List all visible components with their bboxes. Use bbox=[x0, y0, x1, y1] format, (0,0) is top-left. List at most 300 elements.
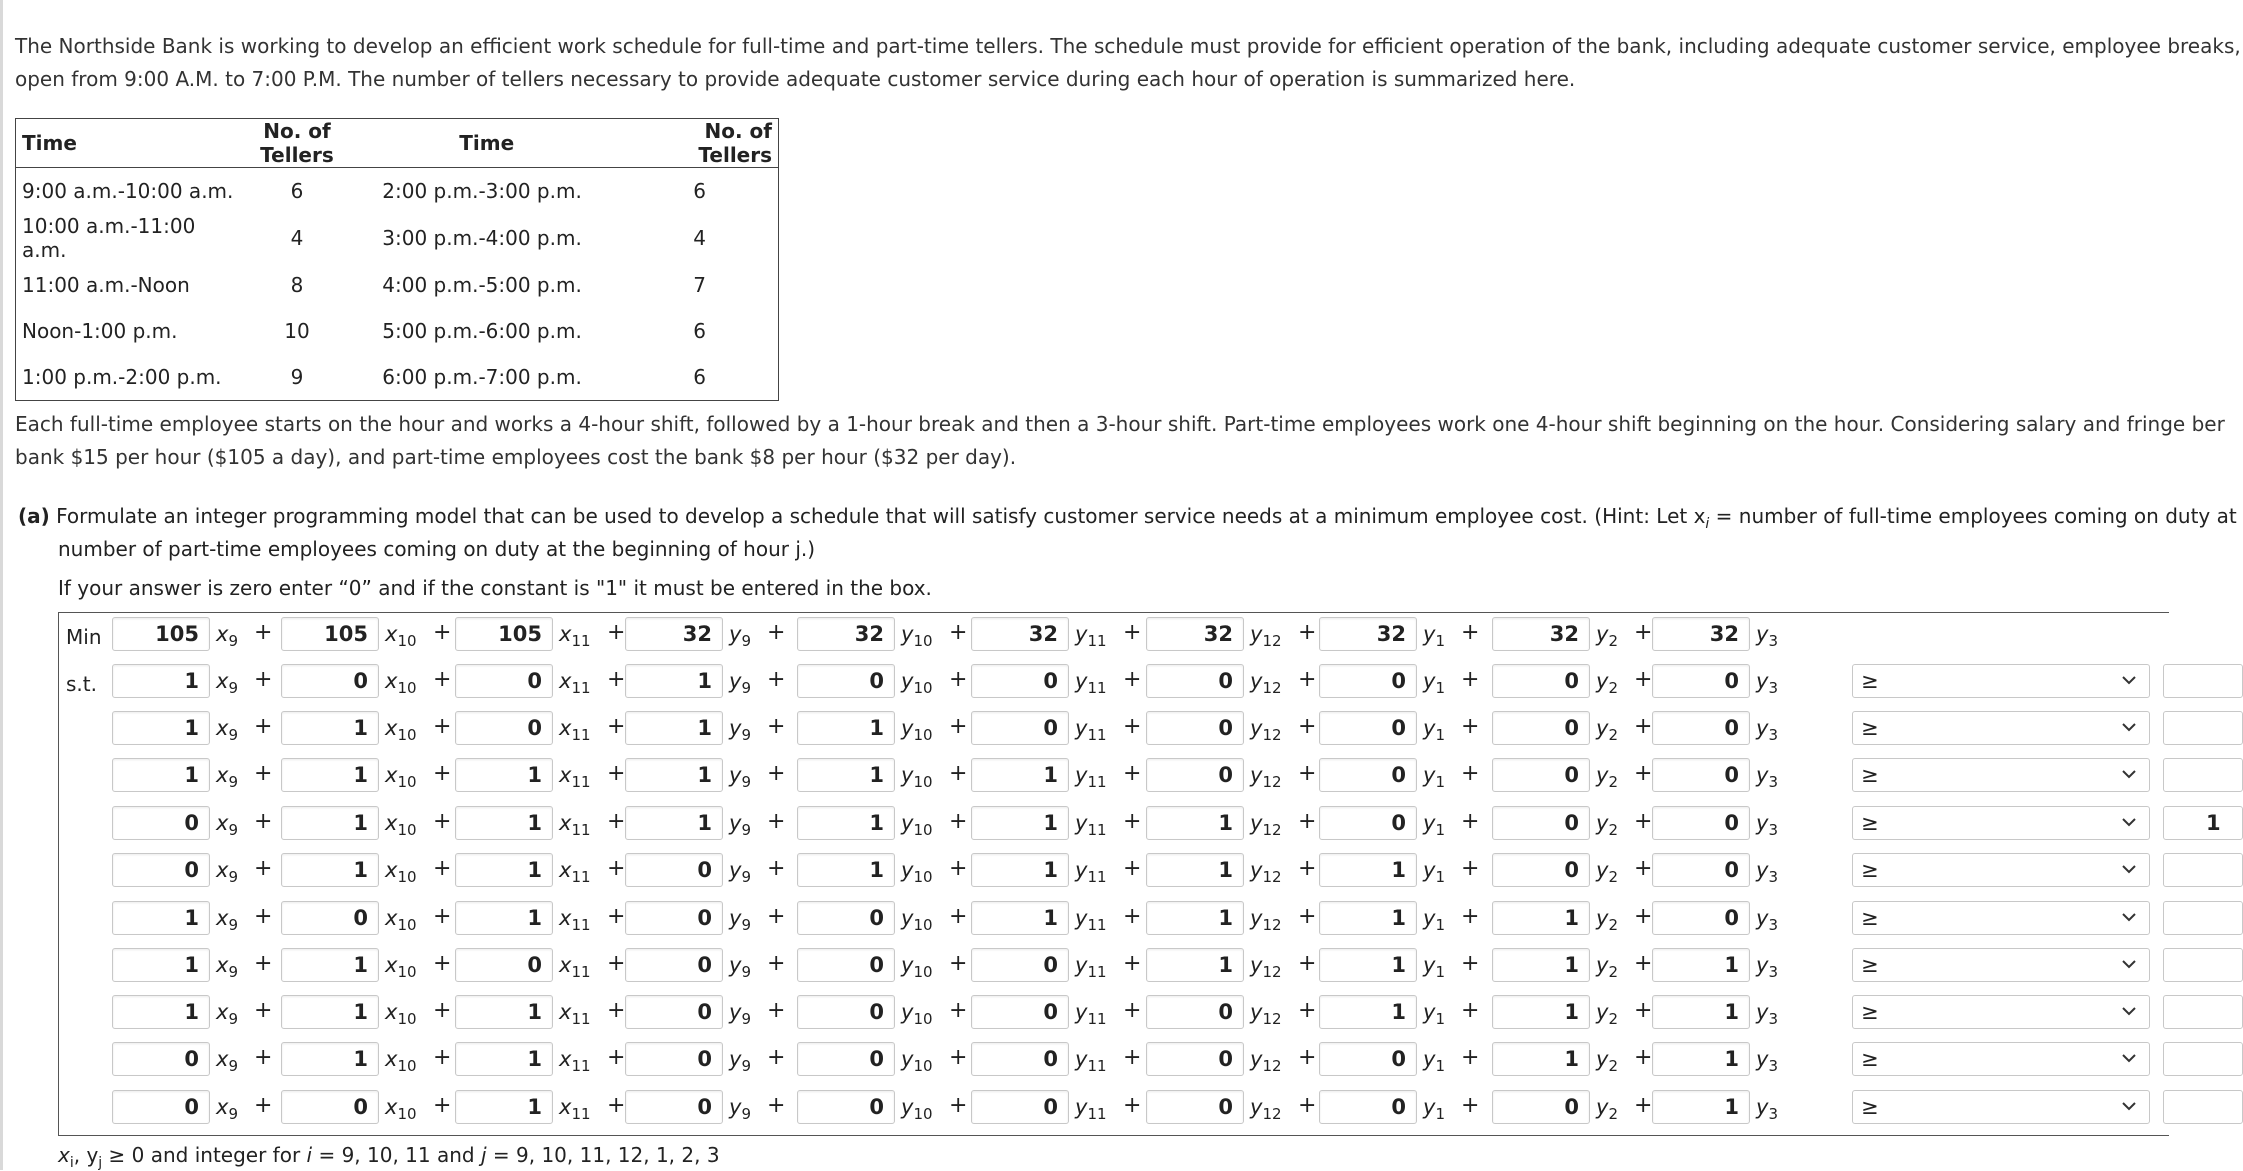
variable-subscript: 2 bbox=[1608, 868, 1618, 887]
variable-label bbox=[1250, 906, 1282, 934]
footer-x: x bbox=[58, 1143, 70, 1167]
variable-label bbox=[1250, 622, 1282, 650]
variable-base: y bbox=[1250, 1000, 1263, 1024]
footer-sub-j: j bbox=[98, 1155, 103, 1171]
constraint-coefficient-input[interactable]: 0 bbox=[971, 664, 1069, 698]
variable-subscript: 11 bbox=[571, 868, 591, 887]
variable-label bbox=[729, 716, 751, 744]
constraint-coefficient-input[interactable]: 0 bbox=[625, 1090, 723, 1124]
variable-label bbox=[729, 811, 751, 839]
variable-subscript: 9 bbox=[741, 1010, 751, 1029]
rhs-input[interactable] bbox=[2163, 664, 2243, 698]
variable-base: y bbox=[1596, 811, 1609, 835]
variable-base: y bbox=[1423, 622, 1436, 646]
variable-base: x bbox=[559, 811, 572, 835]
objective-coefficient-input[interactable]: 32 bbox=[797, 617, 895, 651]
variable-subscript: 2 bbox=[1608, 632, 1618, 651]
inequality-value: ≥ bbox=[1861, 1047, 1879, 1071]
plus-sign: + bbox=[254, 1093, 273, 1118]
variable-label bbox=[385, 1095, 417, 1123]
variable-label bbox=[901, 1000, 933, 1028]
variable-subscript: 11 bbox=[571, 1010, 591, 1029]
constraint-coefficient-input[interactable]: 0 bbox=[112, 1090, 210, 1124]
variable-label bbox=[385, 906, 417, 934]
variable-base: y bbox=[901, 1095, 914, 1119]
constraint-coefficient-input[interactable]: 0 bbox=[797, 901, 895, 935]
variable-subscript: 10 bbox=[913, 868, 933, 887]
constraint-coefficient-input[interactable]: 1 bbox=[455, 901, 553, 935]
constraint-coefficient-input[interactable]: 0 bbox=[1652, 901, 1750, 935]
constraint-coefficient-input[interactable]: 1 bbox=[625, 758, 723, 792]
variable-base: y bbox=[1075, 1095, 1088, 1119]
variable-label bbox=[385, 763, 417, 791]
constraint-coefficient-input[interactable]: 0 bbox=[797, 1090, 895, 1124]
variable-subscript: 9 bbox=[741, 726, 751, 745]
objective-coefficient-input[interactable]: 32 bbox=[1319, 617, 1417, 651]
constraint-coefficient-input[interactable]: 1 bbox=[281, 948, 379, 982]
constraint-coefficient-input[interactable]: 0 bbox=[1146, 1042, 1244, 1076]
time-cell: 6:00 p.m.-7:00 p.m. bbox=[382, 365, 582, 389]
plus-sign: + bbox=[607, 904, 626, 929]
variable-subscript: 11 bbox=[1087, 773, 1107, 792]
variable-label bbox=[216, 858, 238, 886]
inequality-select[interactable] bbox=[1852, 664, 2150, 698]
variable-base: y bbox=[1075, 763, 1088, 787]
constraint-coefficient-input[interactable]: 1 bbox=[797, 758, 895, 792]
objective-coefficient-input[interactable]: 32 bbox=[1492, 617, 1590, 651]
objective-coefficient-input[interactable]: 32 bbox=[625, 617, 723, 651]
constraint-coefficient-input[interactable]: 0 bbox=[797, 995, 895, 1029]
plus-sign: + bbox=[1298, 904, 1317, 929]
footer-tail: ≥ 0 and integer for bbox=[102, 1143, 307, 1167]
constraint-coefficient-input[interactable]: 1 bbox=[1492, 1042, 1590, 1076]
variable-base: y bbox=[1075, 1047, 1088, 1071]
variable-subscript: 10 bbox=[913, 773, 933, 792]
tellers-cell: 6 bbox=[290, 179, 304, 203]
variable-label bbox=[1596, 716, 1618, 744]
variable-subscript: 3 bbox=[1768, 632, 1778, 651]
variable-subscript: 11 bbox=[1087, 1105, 1107, 1124]
plus-sign: + bbox=[433, 809, 452, 834]
constraint-coefficient-input[interactable]: 0 bbox=[112, 853, 210, 887]
inequality-value: ≥ bbox=[1861, 716, 1879, 740]
constraint-coefficient-input[interactable]: 1 bbox=[1652, 1042, 1750, 1076]
constraint-coefficient-input[interactable]: 1 bbox=[281, 853, 379, 887]
plus-sign: + bbox=[607, 620, 626, 645]
plus-sign: + bbox=[1634, 667, 1653, 692]
plus-sign: + bbox=[1461, 809, 1480, 834]
constraint-coefficient-input[interactable]: 1 bbox=[1492, 995, 1590, 1029]
constraint-coefficient-input[interactable]: 1 bbox=[1652, 948, 1750, 982]
objective-coefficient-input[interactable]: 32 bbox=[1146, 617, 1244, 651]
constraint-coefficient-input[interactable]: 0 bbox=[625, 948, 723, 982]
constraint-coefficient-input[interactable]: 1 bbox=[1652, 1090, 1750, 1124]
plus-sign: + bbox=[1123, 998, 1142, 1023]
variable-subscript: 10 bbox=[397, 963, 417, 982]
objective-coefficient-input[interactable]: 105 bbox=[455, 617, 553, 651]
constraint-coefficient-input[interactable]: 0 bbox=[281, 664, 379, 698]
inequality-select[interactable] bbox=[1852, 948, 2150, 982]
plus-sign: + bbox=[949, 809, 968, 834]
variable-label bbox=[1075, 858, 1107, 886]
constraint-coefficient-input[interactable]: 0 bbox=[1146, 758, 1244, 792]
constraint-row bbox=[59, 897, 2169, 943]
constraint-coefficient-input[interactable]: 1 bbox=[281, 995, 379, 1029]
variable-base: y bbox=[1756, 1047, 1769, 1071]
constraint-coefficient-input[interactable]: 0 bbox=[1492, 711, 1590, 745]
question-sub: i bbox=[1705, 516, 1710, 532]
variable-label bbox=[1075, 622, 1107, 650]
variable-base: x bbox=[216, 622, 229, 646]
plus-sign: + bbox=[607, 951, 626, 976]
objective-coefficient-input[interactable]: 32 bbox=[971, 617, 1069, 651]
constraint-coefficient-input[interactable]: 1 bbox=[971, 758, 1069, 792]
inequality-select[interactable] bbox=[1852, 901, 2150, 935]
plus-sign: + bbox=[1634, 951, 1653, 976]
plus-sign: + bbox=[1123, 761, 1142, 786]
variable-base: y bbox=[729, 858, 742, 882]
plus-sign: + bbox=[1123, 951, 1142, 976]
constraint-coefficient-input[interactable]: 0 bbox=[625, 901, 723, 935]
constraint-coefficient-input[interactable]: 0 bbox=[797, 948, 895, 982]
constraint-coefficient-input[interactable]: 1 bbox=[455, 853, 553, 887]
plus-sign: + bbox=[767, 856, 786, 881]
variable-label bbox=[1596, 763, 1618, 791]
footer-j-vals: = 9, 10, 11, 12, 1, 2, 3 bbox=[486, 1143, 720, 1167]
footer-j: j bbox=[480, 1143, 487, 1167]
plus-sign: + bbox=[1298, 998, 1317, 1023]
constraint-coefficient-input[interactable]: 0 bbox=[455, 664, 553, 698]
constraint-coefficient-input[interactable]: 0 bbox=[1319, 758, 1417, 792]
intro-line-2: open from 9:00 A.M. to 7:00 P.M. The number of tellers necessary to provide adequate customer service during each hour of operation is summarized here. bbox=[15, 67, 1576, 91]
rhs-input[interactable]: 1 bbox=[2163, 806, 2243, 840]
rhs-input[interactable] bbox=[2163, 1042, 2243, 1076]
variable-subscript: 10 bbox=[397, 1057, 417, 1076]
plus-sign: + bbox=[1461, 667, 1480, 692]
plus-sign: + bbox=[1298, 667, 1317, 692]
constraint-coefficient-input[interactable]: 0 bbox=[1146, 1090, 1244, 1124]
constraint-coefficient-input[interactable]: 1 bbox=[112, 995, 210, 1029]
constraint-coefficient-input[interactable]: 0 bbox=[1319, 1042, 1417, 1076]
variable-subscript: 9 bbox=[228, 679, 238, 698]
objective-coefficient-input[interactable]: 32 bbox=[1652, 617, 1750, 651]
variable-base: x bbox=[216, 716, 229, 740]
constraint-coefficient-input[interactable]: 0 bbox=[971, 995, 1069, 1029]
constraint-coefficient-input[interactable]: 1 bbox=[1146, 853, 1244, 887]
rhs-input[interactable] bbox=[2163, 995, 2243, 1029]
variable-subscript: 10 bbox=[913, 821, 933, 840]
variable-subscript: 2 bbox=[1608, 1010, 1618, 1029]
variable-label bbox=[385, 953, 417, 981]
chevron-down-icon bbox=[2121, 949, 2137, 992]
variable-base: y bbox=[1423, 858, 1436, 882]
variable-base: y bbox=[1423, 811, 1436, 835]
plus-sign: + bbox=[433, 761, 452, 786]
variable-base: y bbox=[1596, 716, 1609, 740]
variable-label bbox=[1075, 906, 1107, 934]
constraint-coefficient-input[interactable]: 1 bbox=[455, 1090, 553, 1124]
variable-label bbox=[1596, 622, 1618, 650]
constraint-coefficient-input[interactable]: 1 bbox=[971, 901, 1069, 935]
constraint-coefficient-input[interactable]: 1 bbox=[1652, 995, 1750, 1029]
variable-label bbox=[216, 953, 238, 981]
variable-subscript: 1 bbox=[1435, 726, 1445, 745]
constraint-coefficient-input[interactable]: 1 bbox=[281, 711, 379, 745]
intro-line-1: The Northside Bank is working to develop an efficient work schedule for full-time and part-time tellers. The schedule must provide for efficient operation of the bank, including adequate customer service, employee breaks, bbox=[15, 34, 2241, 58]
variable-label bbox=[1250, 1095, 1282, 1123]
rhs-input[interactable] bbox=[2163, 758, 2243, 792]
constraint-coefficient-input[interactable]: 1 bbox=[112, 901, 210, 935]
variable-subscript: 12 bbox=[1262, 1105, 1282, 1124]
variable-base: y bbox=[1075, 622, 1088, 646]
plus-sign: + bbox=[254, 667, 273, 692]
constraint-coefficient-input[interactable]: 0 bbox=[1146, 995, 1244, 1029]
table-row bbox=[16, 354, 779, 401]
inequality-select[interactable] bbox=[1852, 758, 2150, 792]
constraint-coefficient-input[interactable]: 1 bbox=[112, 664, 210, 698]
constraint-coefficient-input[interactable]: 0 bbox=[1652, 853, 1750, 887]
constraint-coefficient-input[interactable]: 1 bbox=[281, 1042, 379, 1076]
constraint-coefficient-input[interactable]: 1 bbox=[112, 758, 210, 792]
variable-base: y bbox=[901, 1047, 914, 1071]
plus-sign: + bbox=[433, 667, 452, 692]
constraint-coefficient-input[interactable]: 1 bbox=[797, 711, 895, 745]
variable-label bbox=[901, 811, 933, 839]
constraint-coefficient-input[interactable]: 1 bbox=[797, 853, 895, 887]
inequality-select[interactable] bbox=[1852, 995, 2150, 1029]
variable-base: y bbox=[729, 1000, 742, 1024]
variable-label bbox=[1423, 811, 1445, 839]
constraint-coefficient-input[interactable]: 0 bbox=[1492, 853, 1590, 887]
constraint-coefficient-input[interactable]: 0 bbox=[1146, 711, 1244, 745]
variable-base: x bbox=[385, 763, 398, 787]
variable-label bbox=[559, 953, 591, 981]
constraint-row bbox=[59, 707, 2169, 753]
constraint-coefficient-input[interactable]: 0 bbox=[971, 1090, 1069, 1124]
variable-label bbox=[559, 763, 591, 791]
constraint-coefficient-input[interactable]: 0 bbox=[112, 1042, 210, 1076]
plus-sign: + bbox=[607, 856, 626, 881]
variable-label bbox=[1756, 763, 1778, 791]
header-time-2: Time bbox=[352, 119, 621, 168]
plus-sign: + bbox=[433, 1045, 452, 1070]
time-cell: 2:00 p.m.-3:00 p.m. bbox=[382, 179, 582, 203]
constraint-coefficient-input[interactable]: 1 bbox=[455, 1042, 553, 1076]
constraint-coefficient-input[interactable]: 0 bbox=[971, 1042, 1069, 1076]
variable-subscript: 10 bbox=[397, 632, 417, 651]
constraint-coefficient-input[interactable]: 0 bbox=[971, 711, 1069, 745]
constraint-coefficient-input[interactable]: 0 bbox=[625, 1042, 723, 1076]
plus-sign: + bbox=[1634, 904, 1653, 929]
variable-label bbox=[1756, 858, 1778, 886]
variable-base: x bbox=[385, 669, 398, 693]
variable-base: y bbox=[1756, 669, 1769, 693]
constraint-coefficient-input[interactable]: 0 bbox=[455, 711, 553, 745]
constraint-coefficient-input[interactable]: 0 bbox=[1319, 1090, 1417, 1124]
constraint-coefficient-input[interactable]: 0 bbox=[1492, 1090, 1590, 1124]
constraint-coefficient-input[interactable]: 0 bbox=[1146, 664, 1244, 698]
variable-subscript: 11 bbox=[1087, 916, 1107, 935]
variable-base: y bbox=[1596, 858, 1609, 882]
footer-i: i bbox=[306, 1143, 313, 1167]
inequality-value: ≥ bbox=[1861, 763, 1879, 787]
constraint-coefficient-input[interactable]: 1 bbox=[112, 711, 210, 745]
constraint-coefficient-input[interactable]: 1 bbox=[455, 806, 553, 840]
tellers-cell: 9 bbox=[290, 365, 304, 389]
variable-base: y bbox=[729, 906, 742, 930]
objective-coefficient-input[interactable]: 105 bbox=[281, 617, 379, 651]
variable-base: x bbox=[559, 716, 572, 740]
variable-subscript: 1 bbox=[1435, 963, 1445, 982]
variable-base: x bbox=[559, 669, 572, 693]
inequality-select[interactable] bbox=[1852, 1090, 2150, 1124]
plus-sign: + bbox=[254, 809, 273, 834]
variable-subscript: 10 bbox=[397, 821, 417, 840]
rhs-input[interactable] bbox=[2163, 1090, 2243, 1124]
constraint-coefficient-input[interactable]: 0 bbox=[1319, 806, 1417, 840]
constraint-coefficient-input[interactable]: 0 bbox=[1652, 711, 1750, 745]
constraint-coefficient-input[interactable]: 1 bbox=[1319, 853, 1417, 887]
constraint-coefficient-input[interactable]: 0 bbox=[455, 948, 553, 982]
constraint-coefficient-input[interactable]: 1 bbox=[971, 806, 1069, 840]
tellers-cell: 6 bbox=[693, 179, 706, 203]
variable-label bbox=[1423, 716, 1445, 744]
variable-label bbox=[1423, 858, 1445, 886]
variable-base: y bbox=[1596, 622, 1609, 646]
variable-subscript: 1 bbox=[1435, 821, 1445, 840]
constraint-coefficient-input[interactable]: 1 bbox=[625, 711, 723, 745]
constraint-coefficient-input[interactable]: 1 bbox=[281, 806, 379, 840]
plus-sign: + bbox=[1298, 951, 1317, 976]
variable-base: x bbox=[559, 1095, 572, 1119]
variable-label bbox=[1756, 953, 1778, 981]
constraint-coefficient-input[interactable]: 1 bbox=[1492, 901, 1590, 935]
variable-subscript: 10 bbox=[397, 1010, 417, 1029]
variable-base: x bbox=[559, 953, 572, 977]
plus-sign: + bbox=[1123, 904, 1142, 929]
variable-subscript: 3 bbox=[1768, 773, 1778, 792]
plus-sign: + bbox=[949, 998, 968, 1023]
constraint-coefficient-input[interactable]: 1 bbox=[455, 995, 553, 1029]
inequality-select[interactable] bbox=[1852, 853, 2150, 887]
rhs-input[interactable] bbox=[2163, 948, 2243, 982]
rhs-input[interactable] bbox=[2163, 711, 2243, 745]
variable-label bbox=[1250, 953, 1282, 981]
plus-sign: + bbox=[1123, 620, 1142, 645]
variable-label bbox=[1250, 811, 1282, 839]
constraint-coefficient-input[interactable]: 0 bbox=[1319, 664, 1417, 698]
constraint-coefficient-input[interactable]: 0 bbox=[1652, 664, 1750, 698]
table-row bbox=[16, 262, 779, 308]
variable-base: x bbox=[385, 622, 398, 646]
tellers-table bbox=[15, 118, 779, 401]
variable-subscript: 3 bbox=[1768, 868, 1778, 887]
variable-subscript: 10 bbox=[913, 632, 933, 651]
inequality-select[interactable] bbox=[1852, 1042, 2150, 1076]
rhs-input[interactable] bbox=[2163, 853, 2243, 887]
constraint-coefficient-input[interactable]: 0 bbox=[625, 853, 723, 887]
variable-base: y bbox=[1756, 858, 1769, 882]
variable-label bbox=[1756, 811, 1778, 839]
objective-row bbox=[59, 613, 2169, 659]
constraint-coefficient-input[interactable]: 1 bbox=[1146, 948, 1244, 982]
constraint-coefficient-input[interactable]: 1 bbox=[1492, 948, 1590, 982]
variable-base: y bbox=[901, 716, 914, 740]
constraint-coefficient-input[interactable]: 1 bbox=[625, 664, 723, 698]
constraint-coefficient-input[interactable]: 0 bbox=[281, 1090, 379, 1124]
constraint-coefficient-input[interactable]: 0 bbox=[1492, 806, 1590, 840]
constraint-coefficient-input[interactable]: 1 bbox=[1319, 901, 1417, 935]
variable-subscript: 1 bbox=[1435, 679, 1445, 698]
objective-coefficient-input[interactable]: 105 bbox=[112, 617, 210, 651]
variable-label bbox=[559, 1000, 591, 1028]
constraint-coefficient-input[interactable]: 1 bbox=[1146, 806, 1244, 840]
constraint-coefficient-input[interactable]: 0 bbox=[625, 995, 723, 1029]
plus-sign: + bbox=[767, 714, 786, 739]
variable-base: y bbox=[1250, 763, 1263, 787]
plus-sign: + bbox=[949, 951, 968, 976]
variable-label bbox=[216, 669, 238, 697]
constraint-coefficient-input[interactable]: 1 bbox=[455, 758, 553, 792]
constraint-coefficient-input[interactable]: 0 bbox=[281, 901, 379, 935]
table-row bbox=[16, 214, 779, 262]
time-cell: 11:00 a.m.-Noon bbox=[22, 273, 190, 297]
constraint-coefficient-input[interactable]: 0 bbox=[797, 1042, 895, 1076]
constraint-coefficient-input[interactable]: 0 bbox=[797, 664, 895, 698]
table-row bbox=[16, 168, 779, 215]
rhs-input[interactable] bbox=[2163, 901, 2243, 935]
time-cell: 3:00 p.m.-4:00 p.m. bbox=[382, 226, 582, 250]
constraint-coefficient-input[interactable]: 1 bbox=[281, 758, 379, 792]
constraint-coefficient-input[interactable]: 0 bbox=[1492, 664, 1590, 698]
variable-label bbox=[385, 1047, 417, 1075]
constraint-coefficient-input[interactable]: 0 bbox=[1492, 758, 1590, 792]
variable-subscript: 3 bbox=[1768, 1057, 1778, 1076]
constraint-coefficient-input[interactable]: 0 bbox=[1652, 758, 1750, 792]
constraint-coefficient-input[interactable]: 0 bbox=[1652, 806, 1750, 840]
constraint-coefficient-input[interactable]: 0 bbox=[971, 948, 1069, 982]
constraint-coefficient-input[interactable]: 1 bbox=[797, 806, 895, 840]
plus-sign: + bbox=[1461, 1093, 1480, 1118]
variable-label bbox=[729, 953, 751, 981]
constraint-coefficient-input[interactable]: 1 bbox=[625, 806, 723, 840]
plus-sign: + bbox=[1461, 904, 1480, 929]
variable-base: y bbox=[729, 622, 742, 646]
constraint-coefficient-input[interactable]: 0 bbox=[112, 806, 210, 840]
constraint-coefficient-input[interactable]: 1 bbox=[971, 853, 1069, 887]
variable-subscript: 9 bbox=[228, 773, 238, 792]
variable-base: y bbox=[1423, 669, 1436, 693]
constraint-coefficient-input[interactable]: 0 bbox=[1319, 711, 1417, 745]
tellers-cell: 7 bbox=[693, 273, 706, 297]
constraint-coefficient-input[interactable]: 1 bbox=[1319, 948, 1417, 982]
inequality-value: ≥ bbox=[1861, 669, 1879, 693]
variable-subscript: 10 bbox=[913, 916, 933, 935]
plus-sign: + bbox=[949, 714, 968, 739]
constraint-coefficient-input[interactable]: 1 bbox=[1146, 901, 1244, 935]
variable-subscript: 2 bbox=[1608, 773, 1618, 792]
variable-base: x bbox=[385, 1000, 398, 1024]
variable-label bbox=[1596, 858, 1618, 886]
constraint-coefficient-input[interactable]: 1 bbox=[112, 948, 210, 982]
variable-base: y bbox=[1423, 1095, 1436, 1119]
inequality-select[interactable] bbox=[1852, 711, 2150, 745]
inequality-select[interactable] bbox=[1852, 806, 2150, 840]
constraint-coefficient-input[interactable]: 1 bbox=[1319, 995, 1417, 1029]
variable-subscript: 2 bbox=[1608, 679, 1618, 698]
min-label: Min bbox=[66, 625, 102, 649]
plus-sign: + bbox=[607, 998, 626, 1023]
